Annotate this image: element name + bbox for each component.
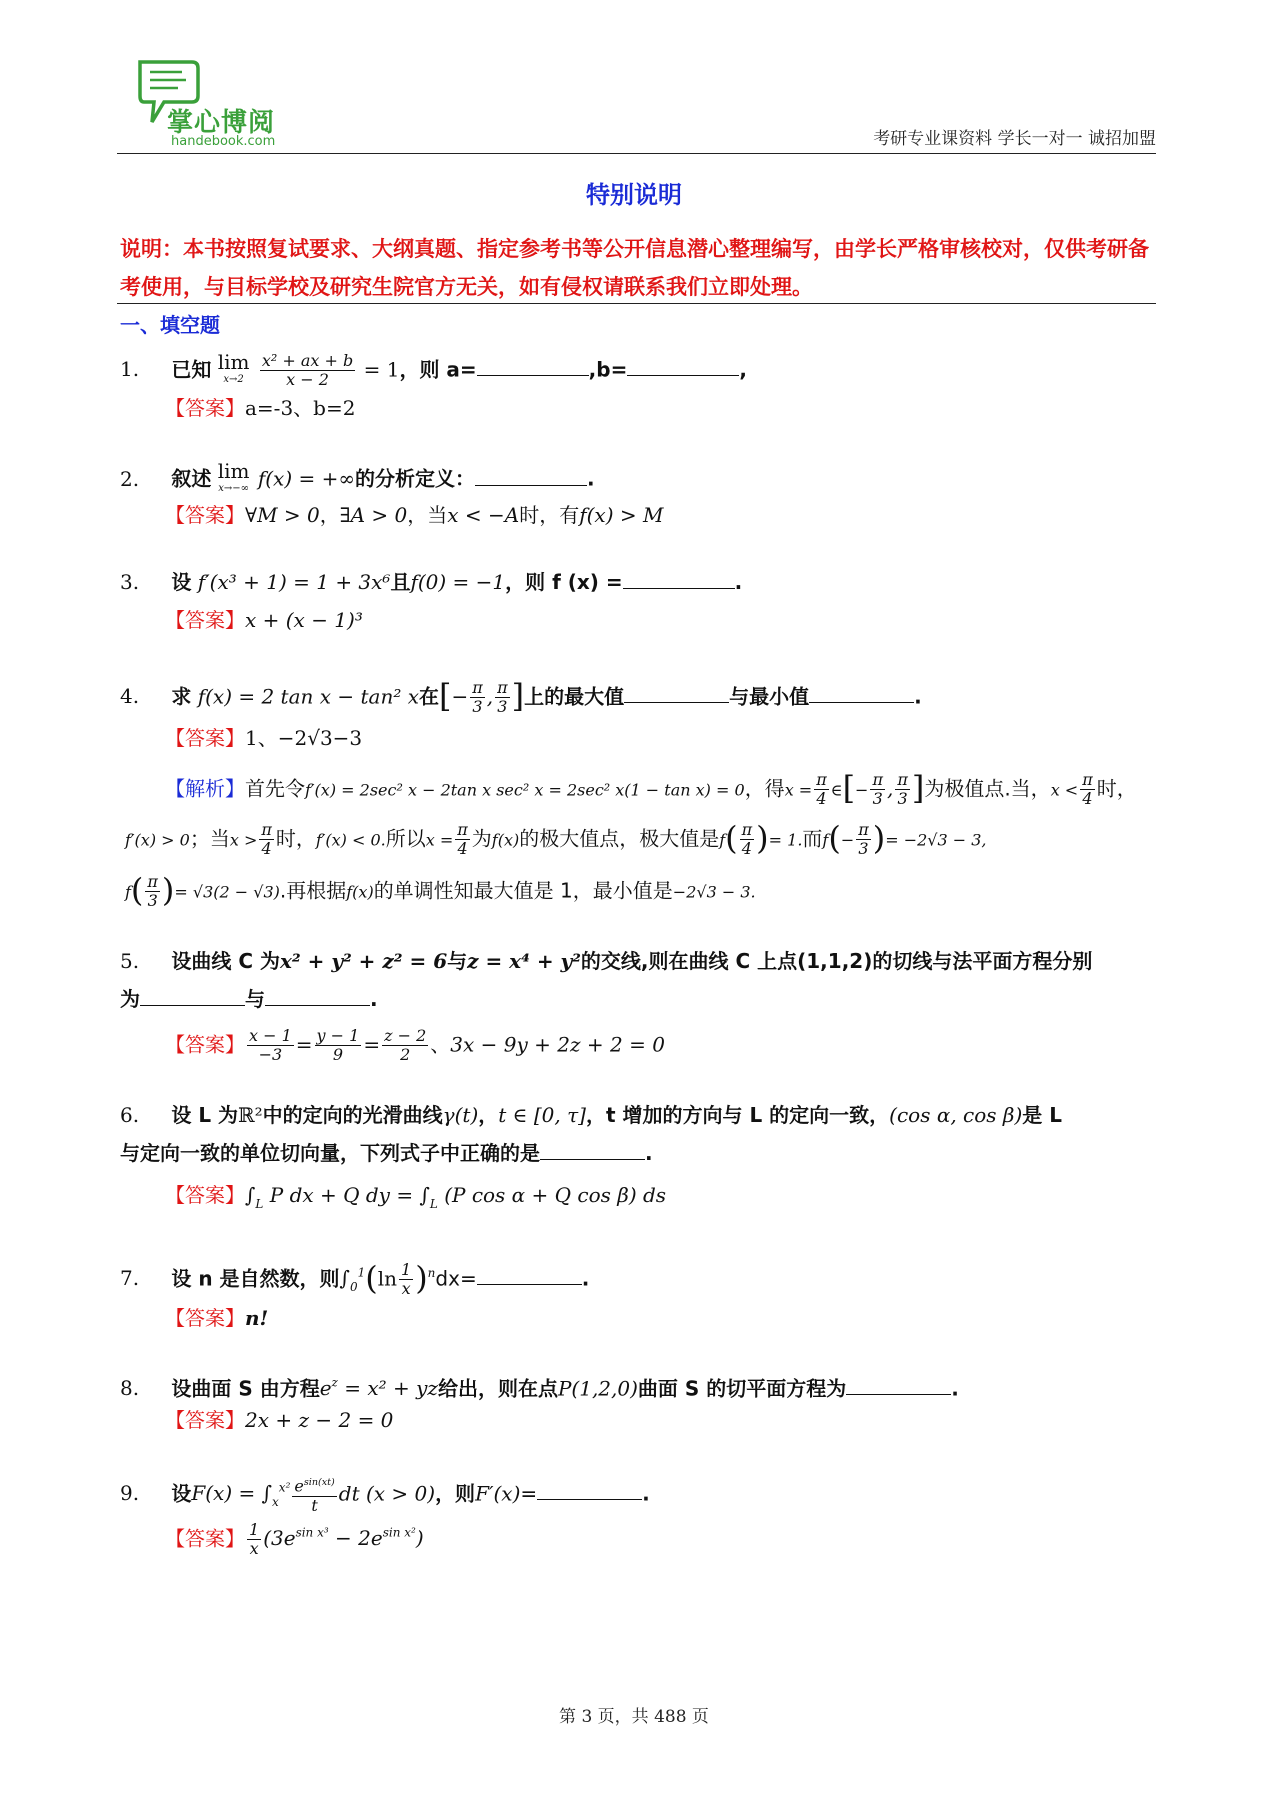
question-5-cont: 为 与 . [120, 987, 378, 1011]
analysis-4-line-1: 【解析】首先令f′(x) = 2sec² x − 2tan x sec² x = 2sec² x(1 − tan x) = 0，得x = $\frac{\pi}{4}$ ∈[− $\frac{\pi}{3}$ , $\frac{\pi}{3}$ ]为极值点.当，x < $\frac{\pi}{4}$ 时， [165, 769, 1137, 809]
analysis-tag: 【解析】 [165, 776, 245, 801]
formula: lim x→2 [217, 349, 250, 385]
answer-1: 【答案】a=-3、b=2 [165, 396, 356, 420]
question-8: 8. 设曲面 S 由方程$e^z = x^2$ + yz给出，则在点P(1,2,0)曲面 S 的切平面方程为 . [120, 1376, 959, 1401]
question-6-cont: 与定向一致的单位切向量，下列式子中正确的是 . [120, 1141, 653, 1165]
notice-divider [117, 303, 1156, 304]
formula: lim x→−∞ [217, 459, 250, 494]
header-divider [117, 153, 1156, 154]
answer-blank[interactable] [537, 1481, 642, 1500]
question-5: 5. 设曲线 C 为x² + y² + z² = 6与z = x⁴ + y²的交线,则在曲线 C 上点(1,1,2)的切线与法平面方程分别 [120, 949, 1093, 973]
answer-blank[interactable] [624, 684, 729, 703]
answer-blank[interactable] [540, 1141, 645, 1160]
section-heading: 一、填空题 [120, 313, 220, 337]
question-2: 2. 叙述 lim x→−∞ f(x) = +∞的分析定义： . [120, 462, 1156, 498]
answer-blank[interactable] [623, 570, 735, 589]
answer-7: 【答案】n! [165, 1306, 269, 1330]
header-tagline: 考研专业课资料 学长一对一 诚招加盟 [873, 129, 1156, 149]
answer-blank[interactable] [809, 684, 914, 703]
question-9: 9. 设$F(x) = \int_x^{x^2}$ $\frac{e^{sin(xt)}}{t}$ dt (x > 0)，则F′(x)= . [120, 1473, 1156, 1517]
analysis-4-line-3: f( $\frac{\pi}{3}$ )= √3(2 − √3).再根据f(x)的单调性知最大值是 1，最小值是−2√3 − 3. [125, 871, 756, 911]
question-text: 已知 [171, 357, 212, 382]
question-7: 7. 设 n 是自然数，则$\int_0^1(\ln$ $\frac{1}{x}$ )$^n$dx= . [120, 1259, 590, 1299]
analysis-4-line-2: f′(x) > 0；当x > $\frac{\pi}{4}$ 时，f′(x) < 0.所以x = $\frac{\pi}{4}$ 为f(x)的极大值点，极大值是f( $\frac{\pi}{4}$ )= 1.而f(− $\frac{\pi}{3}$ )= −2√3 − 3, [125, 819, 987, 859]
logo-text-cn: 掌心博阅 [167, 108, 276, 138]
question-6: 6. 设 L 为ℝ²中的定向的光滑曲线γ(t)，t ∈ [0, τ]，t 增加的方向与 L 的定向一致，(cos α, cos β)是 L [120, 1103, 1062, 1127]
answer-blank[interactable] [477, 357, 589, 376]
question-4: 4. 求 f(x) = 2 tan x − tan² x在[− $\frac{\pi}{3}$ , $\frac{\pi}{3}$ ]上的最大值 与最小值 . [120, 677, 922, 717]
answer-blank[interactable] [140, 987, 245, 1006]
logo [134, 58, 304, 148]
answer-6: 【答案】$\int_L$ P dx + Q dy = $\int_L$ (P cos α + Q cos β) ds [165, 1183, 667, 1211]
answer-9: 【答案】 $\frac{1}{x}$ $(3e^{sin x^3} - 2e^{sin x^2})$ [165, 1519, 424, 1559]
answer-8: 【答案】2x + z − 2 = 0 [165, 1408, 394, 1432]
answer-blank[interactable] [475, 467, 587, 486]
page-number: 第 3 页，共 488 页 [559, 1707, 709, 1727]
page-title: 特别说明 [586, 181, 682, 209]
answer-blank[interactable] [265, 987, 370, 1006]
logo-text-en: handebook.com [171, 134, 276, 149]
answer-blank[interactable] [627, 357, 739, 376]
question-3: 3. 设 f′(x³ + 1) = 1 + 3x⁶且f(0) = −1，则 f (x) = . [120, 570, 743, 594]
answer-tag: 【答案】 [165, 396, 245, 420]
answer-blank[interactable] [846, 1376, 951, 1395]
answer-3: 【答案】x + (x − 1)³ [165, 608, 363, 632]
answer-2: 【答案】∀M > 0，∃A > 0，当x < −A时，有f(x) > M [165, 503, 664, 527]
answer-blank[interactable] [477, 1266, 582, 1285]
answer-5: 【答案】 $\frac{x - 1}{-3}$ = $\frac{y - 1}{9}$ = $\frac{z - 2}{2}$ 、3x − 9y + 2z + 2 = 0 [165, 1026, 665, 1065]
question-number: 1. [120, 357, 140, 382]
question-1: 1. 已知 lim x→2 $\frac{\text{x² + ax + b}}{x - 2}$ = 1，则 a= ,b= , [120, 349, 747, 390]
notice-text: 说明：本书按照复试要求、大纲真题、指定参考书等公开信息潜心整理编写，由学长严格审核校对，仅供考研备考使用，与目标学校及研究生院官方无关，如有侵权请联系我们立即处理。 [120, 237, 1149, 299]
formula: $\frac{\text{x² + ax + b}}{x - 2}$ [261, 351, 354, 390]
answer-4: 【答案】1、−2√3−3 [165, 726, 363, 750]
